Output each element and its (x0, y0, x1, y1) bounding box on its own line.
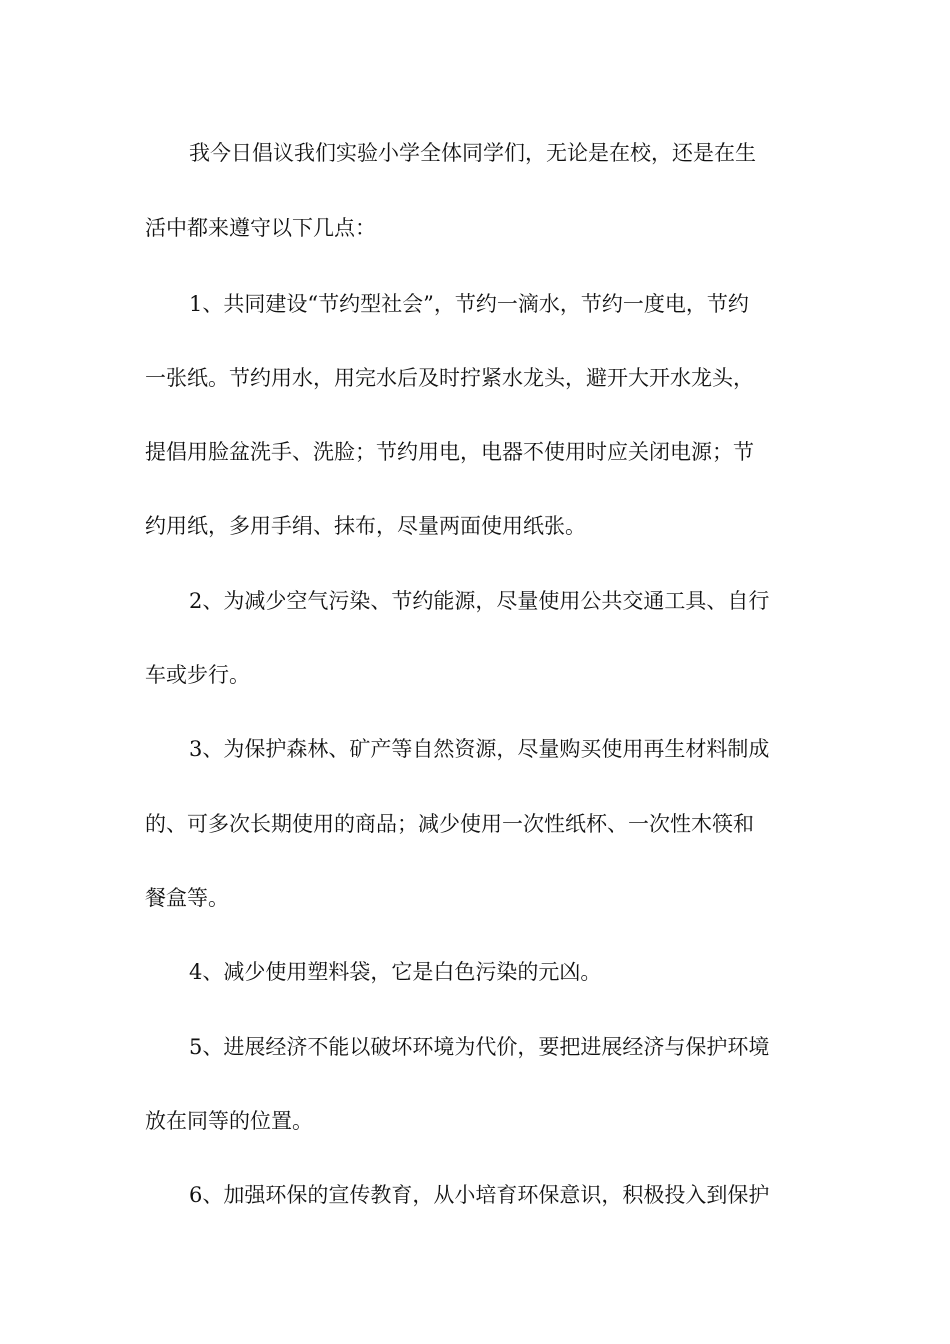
intro-line-1: 我今日倡议我们实验小学全体同学们，无论是在校，还是在生 (189, 141, 756, 165)
item-2-line-2: 车或步行。 (145, 663, 250, 687)
item-6-line-1: 6、加强环保的宣传教育，从小培育环保意识，积极投入到保护 (189, 1183, 770, 1207)
item-3-line-2: 的、可多次长期使用的商品；减少使用一次性纸杯、一次性木筷和 (145, 812, 754, 836)
item-1-line-4: 约用纸，多用手绢、抹布，尽量两面使用纸张。 (145, 514, 586, 538)
item-1-line-3: 提倡用脸盆洗手、洗脸；节约用电，电器不使用时应关闭电源；节 (145, 440, 754, 464)
item-3-line-3: 餐盒等。 (145, 886, 229, 910)
intro-line-2: 活中都来遵守以下几点： (145, 216, 376, 240)
item-2-line-1: 2、为减少空气污染、节约能源，尽量使用公共交通工具、自行 (189, 589, 770, 613)
item-4-line-1: 4、减少使用塑料袋，它是白色污染的元凶。 (189, 960, 602, 984)
item-5-line-2: 放在同等的位置。 (145, 1109, 313, 1133)
item-3-line-1: 3、为保护森林、矿产等自然资源，尽量购买使用再生材料制成 (189, 737, 770, 761)
item-1-line-2: 一张纸。节约用水，用完水后及时拧紧水龙头，避开大开水龙头， (145, 366, 754, 390)
item-1-line-1: 1、共同建设“节约型社会”，节约一滴水，节约一度电，节约 (189, 292, 749, 316)
item-5-line-1: 5、进展经济不能以破坏环境为代价，要把进展经济与保护环境 (189, 1035, 770, 1059)
